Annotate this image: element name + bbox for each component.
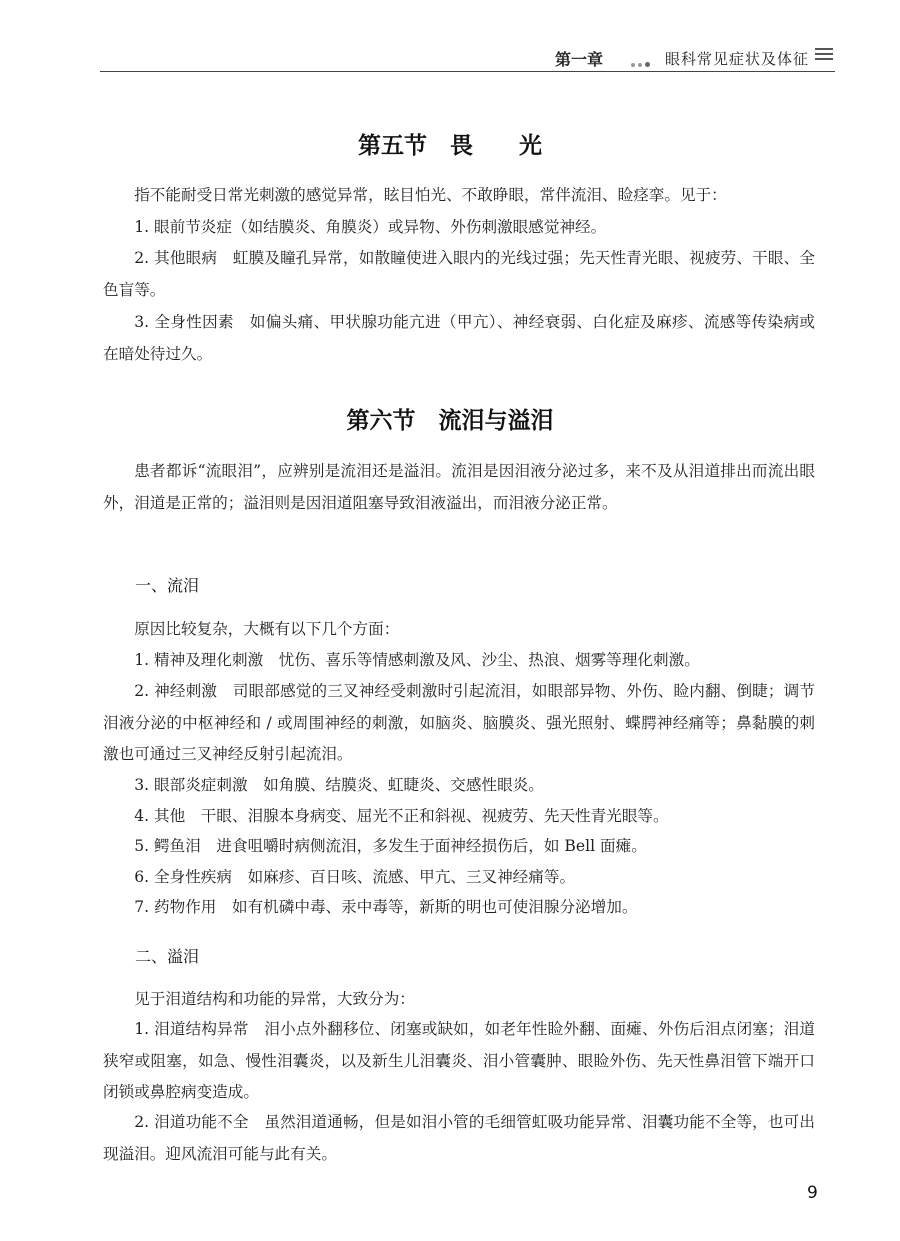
paragraph: 2. 其他眼病 虹膜及瞳孔异常，如散瞳使进入眼内的光线过强；先天性青光眼、视疲劳、干眼、全色盲等。 — [103, 249, 815, 299]
paragraph: 患者都诉“流眼泪”，应辨别是流泪还是溢泪。流泪是因泪液分泌过多，来不及从泪道排出而流出眼外，泪道是正常的；溢泪则是因泪道阻塞导致泪液溢出，而泪液分泌正常。 — [103, 462, 815, 512]
paragraph: 1. 精神及理化刺激 忧伤、喜乐等情感刺激及风、沙尘、热浪、烟雾等理化刺激。 — [134, 651, 700, 669]
page-number: 9 — [807, 1183, 818, 1203]
paragraph: 6. 全身性疾病 如麻疹、百日咳、流感、甲亢、三叉神经痛等。 — [134, 868, 576, 886]
paragraph: 2. 泪道功能不全 虽然泪道通畅，但是如泪小管的毛细管虹吸功能异常、泪囊功能不全等，也可出现溢泪。迎风流泪可能与此有关。 — [103, 1113, 815, 1163]
subheading-epiphora: 二、溢泪 — [135, 947, 200, 966]
chapter-label: 第一章 — [555, 50, 604, 69]
running-header — [100, 44, 835, 74]
chapter-title: 眼科常见症状及体征 — [665, 50, 810, 68]
paragraph: 原因比较复杂，大概有以下几个方面： — [134, 620, 400, 638]
paragraph: 7. 药物作用 如有机磷中毒、汞中毒等，新斯的明也可使泪腺分泌增加。 — [134, 898, 638, 916]
paragraph: 4. 其他 干眼、泪腺本身病变、屈光不正和斜视、视疲劳、先天性青光眼等。 — [134, 807, 669, 825]
section-title-photophobia: 第五节 畏 光 — [358, 132, 542, 159]
paragraph: 3. 眼部炎症刺激 如角膜、结膜炎、虹睫炎、交感性眼炎。 — [134, 776, 544, 794]
paragraph: 1. 泪道结构异常 泪小点外翻移位、闭塞或缺如，如老年性睑外翻、面瘫、外伤后泪点闭塞；泪道狭窄或阻塞，如急、慢性泪囊炎，以及新生儿泪囊炎、泪小管囊肿、眼睑外伤、先天性鼻泪管下端开口闭锁或鼻腔病变造成。 — [103, 1020, 815, 1101]
paragraph: 2. 神经刺激 司眼部感觉的三叉神经受刺激时引起流泪，如眼部异物、外伤、睑内翻、倒睫；调节泪液分泌的中枢神经和 / 或周围神经的刺激，如脑炎、脑膜炎、强光照射、蝶腭神经痛等；鼻黏膜的刺激也可通过三叉神经反射引起流泪。 — [103, 682, 815, 763]
paragraph: 指不能耐受日常光刺激的感觉异常，眩目怕光、不敢睁眼，常伴流泪、睑痉挛。见于： — [134, 186, 727, 204]
paragraph: 见于泪道结构和功能的异常，大致分为： — [134, 990, 415, 1008]
subheading-lacrimation: 一、流泪 — [135, 576, 200, 595]
paragraph: 5. 鳄鱼泪 进食咀嚼时病侧流泪，多发生于面神经损伤后，如 Bell 面瘫。 — [134, 837, 647, 855]
header-rule — [100, 71, 835, 72]
paragraph: 1. 眼前节炎症（如结膜炎、角膜炎）或异物、外伤刺激眼感觉神经。 — [134, 218, 607, 236]
paragraph: 3. 全身性因素 如偏头痛、甲状腺功能亢进（甲亢）、神经衰弱、白化症及麻疹、流感等传染病或在暗处待过久。 — [103, 313, 815, 363]
section-title-tearing: 第六节 流泪与溢泪 — [346, 407, 554, 434]
header-lines-ornament — [815, 48, 833, 66]
header-dots-ornament — [631, 52, 653, 71]
